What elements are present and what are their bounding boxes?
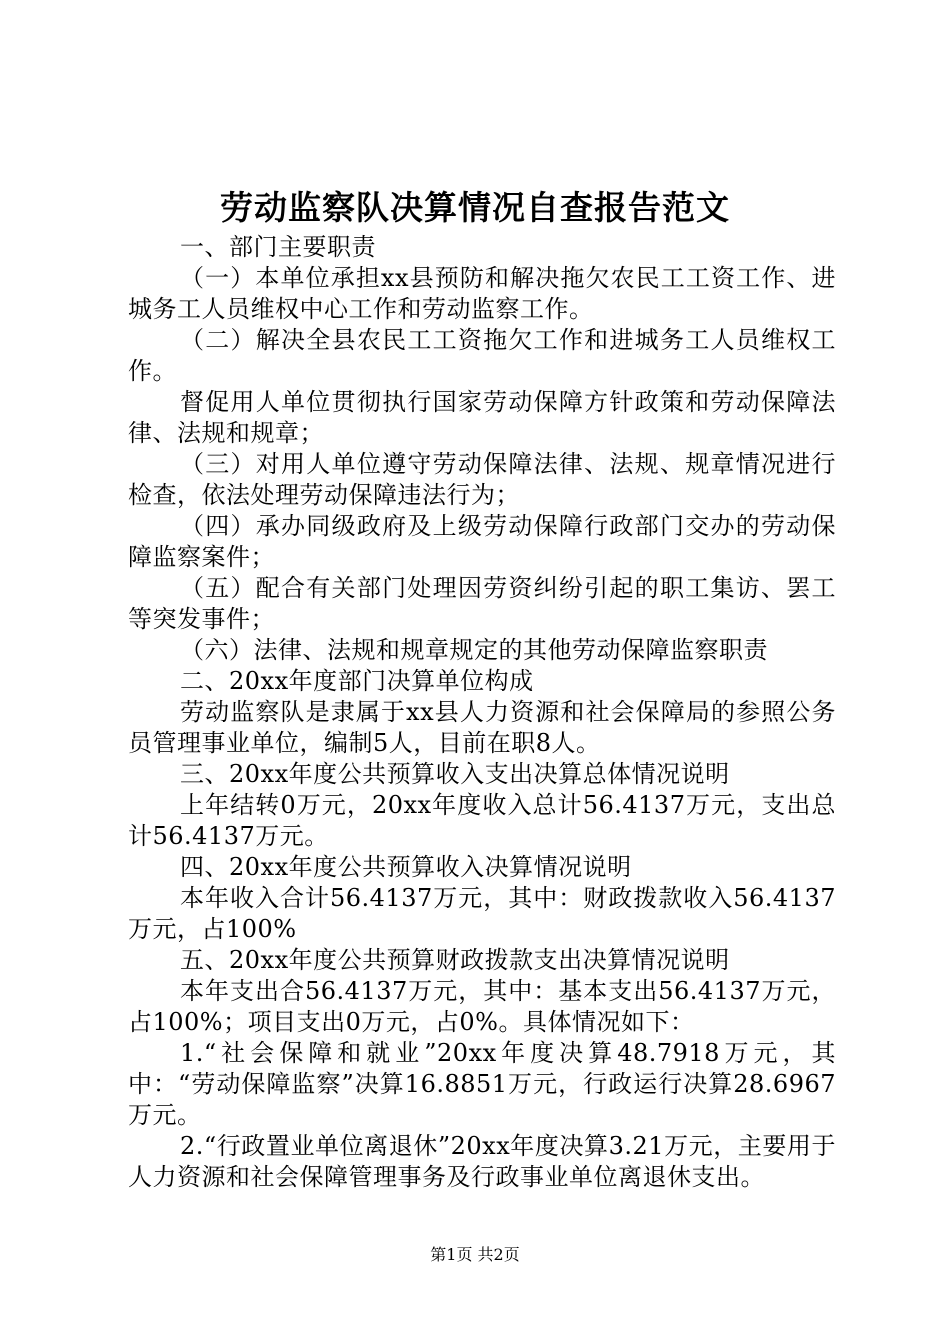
document-body (128, 232, 836, 1193)
paragraph-duty-6: （六）法律、法规和规章规定的其他劳动保障监察职责 (180, 636, 768, 664)
document-title: 劳动监察队决算情况自查报告范文 (220, 188, 730, 227)
section-heading-duties: 一、部门主要职责 (180, 233, 376, 261)
paragraph-income: 本年收入合计56.4137万元，其中：财政拨款收入56.4137万元，占100% (128, 884, 836, 943)
paragraph-duty-4: （四）承办同级政府及上级劳动保障行政部门交办的劳动保障监察案件； (128, 512, 836, 571)
paragraph-duty-3: （三）对用人单位遵守劳动保障法律、法规、规章情况进行检查，依法处理劳动保障违法行为； (128, 450, 836, 509)
paragraph-item-1: 1.“社会保障和就业”20xx年度决算48.7918万元，其中：“劳动保障监察”决算16.8851万元，行政运行决算28.6967万元。 (128, 1039, 836, 1129)
paragraph-duty-2: （二）解决全县农民工工资拖欠工作和进城务工人员维权工作。 (128, 326, 836, 385)
page-number: 第1页 共2页 (430, 1245, 520, 1264)
section-heading-income: 四、20xx年度公共预算收入决算情况说明 (180, 853, 632, 881)
paragraph-duty-1: （一）本单位承担xx县预防和解决拖欠农民工工资工作、进城务工人员维权中心工作和劳动监察工作。 (128, 264, 836, 323)
paragraph-duty-5: （五）配合有关部门处理因劳资纠纷引起的职工集访、罢工等突发事件； (128, 574, 836, 633)
paragraph-expenditure: 本年支出合56.4137万元，其中：基本支出56.4137万元，占100%；项目支出0万元，占0%。具体情况如下： (128, 977, 836, 1036)
section-heading-expenditure: 五、20xx年度公共预算财政拨款支出决算情况说明 (180, 946, 730, 974)
section-heading-overall: 三、20xx年度公共预算收入支出决算总体情况说明 (180, 760, 730, 788)
paragraph-duty-supervise: 督促用人单位贯彻执行国家劳动保障方针政策和劳动保障法律、法规和规章； (128, 388, 836, 447)
paragraph-item-2: 2.“行政置业单位离退休”20xx年度决算3.21万元，主要用于人力资源和社会保障管理事务及行政事业单位离退休支出。 (128, 1132, 836, 1191)
paragraph-composition: 劳动监察队是隶属于xx县人力资源和社会保障局的参照公务员管理事业单位，编制5人，目前在职8人。 (128, 698, 836, 757)
section-heading-composition: 二、20xx年度部门决算单位构成 (180, 667, 534, 695)
paragraph-overall: 上年结转0万元，20xx年度收入总计56.4137万元，支出总计56.4137万元。 (128, 791, 836, 850)
